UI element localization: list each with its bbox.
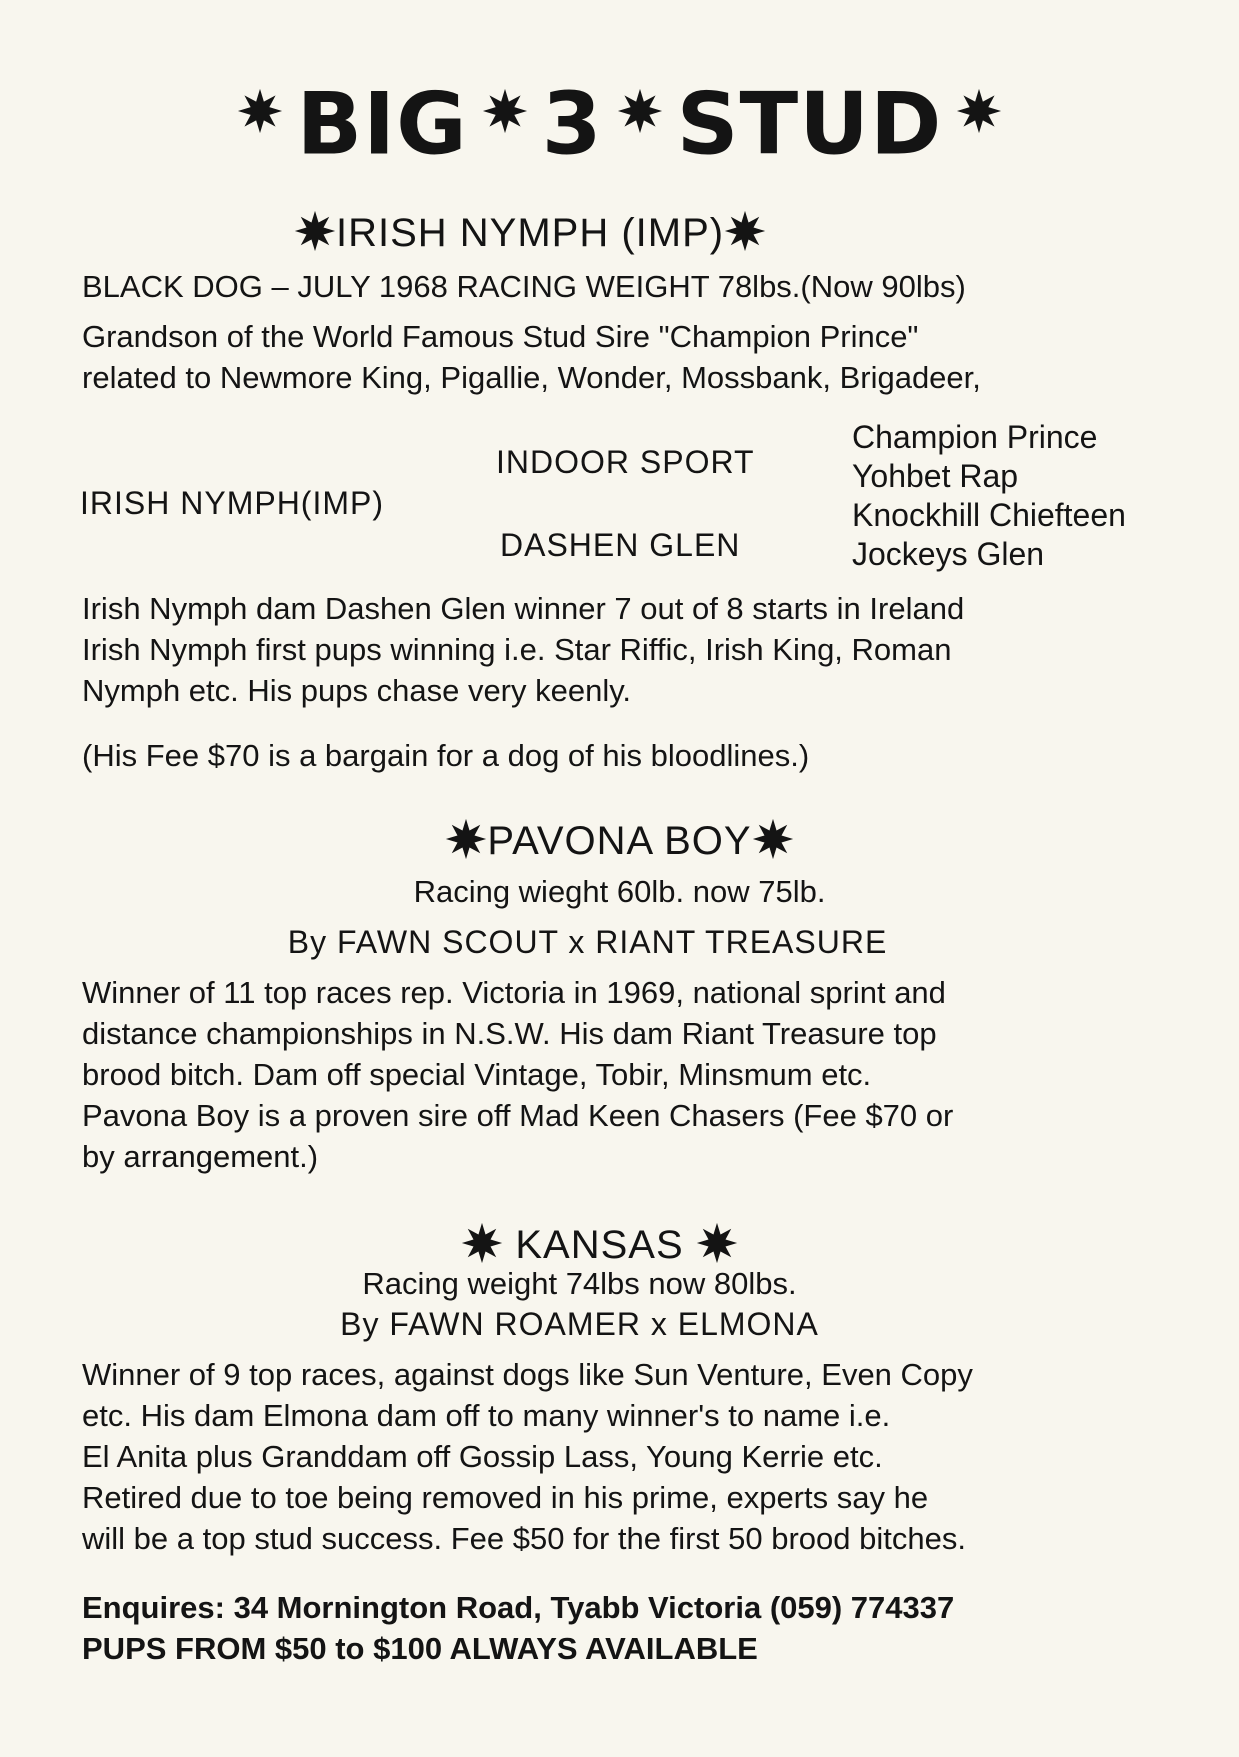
grandparent-name: Yohbet Rap: [852, 458, 1019, 494]
description-line: Nymph etc. His pups chase very keenly.: [82, 673, 632, 708]
irish-nymph-intro: [82, 316, 981, 398]
kansas-heading-text: KANSAS: [515, 1223, 684, 1267]
irish-nymph-heading: [294, 210, 766, 253]
main-title: [0, 74, 1239, 175]
star-icon: [445, 818, 487, 860]
star-icon: [461, 1222, 503, 1264]
description-line: by arrangement.): [82, 1139, 319, 1174]
pedigree-dam: DASHEN GLEN: [500, 527, 741, 563]
irish-nymph-heading-text: IRISH NYMPH (IMP): [336, 211, 725, 255]
contact-footer: [82, 1587, 954, 1669]
pavona-boy-heading-text: PAVONA BOY: [487, 819, 752, 863]
kansas-breeding: By FAWN ROAMER x ELMONA: [340, 1306, 819, 1342]
description-line: Pavona Boy is a proven sire off Mad Keen Chasers (Fee $70 or: [82, 1098, 954, 1133]
intro-line: related to Newmore King, Pigallie, Wonder, Mossbank, Brigadeer,: [82, 360, 981, 395]
description-line: etc. His dam Elmona dam off to many winner's to name i.e.: [82, 1398, 891, 1433]
grandparent-name: Knockhill Chiefteen: [852, 497, 1126, 533]
pavona-boy-description: [82, 972, 953, 1177]
description-line: Retired due to toe being removed in his prime, experts say he: [82, 1480, 929, 1515]
enquiries-line: Enquires: 34 Mornington Road, Tyabb Victoria (059) 774337: [82, 1590, 955, 1625]
pavona-boy-heading: [0, 818, 1239, 861]
description-line: Winner of 9 top races, against dogs like Sun Venture, Even Copy: [82, 1357, 973, 1392]
star-icon: [482, 88, 528, 134]
irish-nymph-fee: (His Fee $70 is a bargain for a dog of his bloodlines.): [82, 738, 810, 773]
pavona-boy-breeding: By FAWN SCOUT x RIANT TREASURE: [287, 924, 888, 960]
title-word-stud: STUD: [676, 74, 943, 175]
irish-nymph-description: [82, 588, 964, 711]
description-line: Irish Nymph dam Dashen Glen winner 7 out of 8 starts in Ireland: [82, 591, 965, 626]
pedigree-subject: IRISH NYMPH(IMP): [80, 485, 384, 521]
pups-line: PUPS FROM $50 to $100 ALWAYS AVAILABLE: [82, 1631, 758, 1666]
description-line: Winner of 11 top races rep. Victoria in 1969, national sprint and: [82, 975, 946, 1010]
star-icon: [696, 1222, 738, 1264]
kansas-weight: Racing weight 74lbs now 80lbs.: [362, 1266, 797, 1301]
kansas-description: [82, 1354, 973, 1559]
description-line: Irish Nymph first pups winning i.e. Star Riffic, Irish King, Roman: [82, 632, 952, 667]
star-icon: [617, 88, 663, 134]
star-icon: [752, 818, 794, 860]
irish-nymph-weight-line: BLACK DOG – JULY 1968 RACING WEIGHT 78lbs.(Now 90lbs): [82, 269, 966, 304]
title-word-3: 3: [541, 74, 603, 175]
pavona-boy-weight: Racing wieght 60lb. now 75lb.: [413, 874, 826, 909]
pedigree-sire: INDOOR SPORT: [496, 444, 755, 480]
intro-line: Grandson of the World Famous Stud Sire "Champion Prince": [82, 319, 919, 354]
pedigree-grandparents: [852, 418, 1126, 574]
description-line: brood bitch. Dam off special Vintage, Tobir, Minsmum etc.: [82, 1057, 872, 1092]
description-line: will be a top stud success. Fee $50 for the first 50 brood bitches.: [82, 1521, 966, 1556]
description-line: distance championships in N.S.W. His dam Riant Treasure top: [82, 1016, 937, 1051]
star-icon: [956, 88, 1002, 134]
star-icon: [237, 88, 283, 134]
star-icon: [294, 210, 336, 252]
star-icon: [724, 210, 766, 252]
kansas-heading: [0, 1222, 1219, 1265]
grandparent-name: Champion Prince: [852, 419, 1098, 455]
grandparent-name: Jockeys Glen: [852, 536, 1045, 572]
title-word-big: BIG: [296, 74, 468, 175]
description-line: El Anita plus Granddam off Gossip Lass, Young Kerrie etc.: [82, 1439, 883, 1474]
